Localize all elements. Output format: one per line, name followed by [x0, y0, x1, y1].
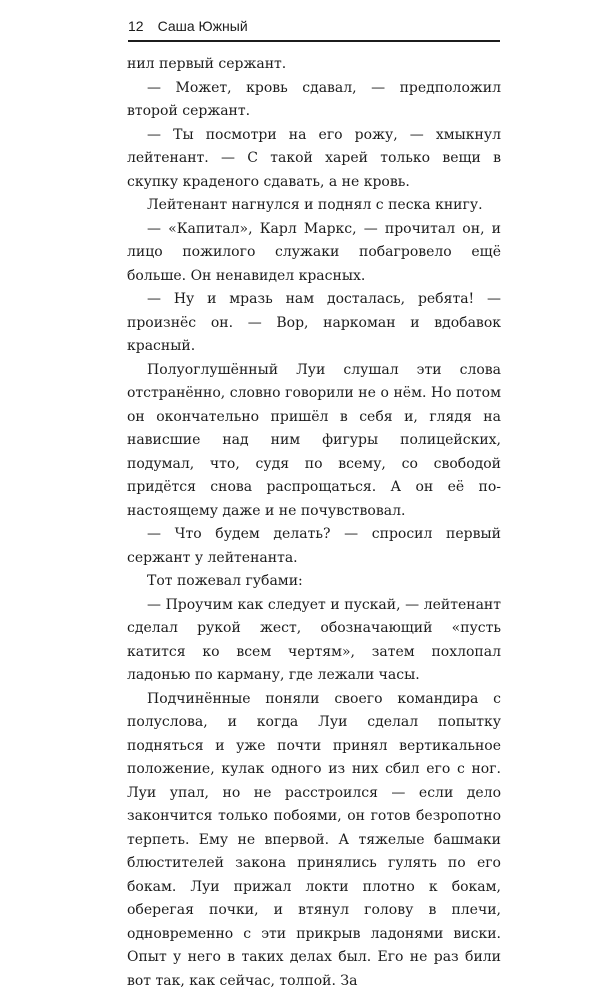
- paragraph: Тот пожевал губами:: [127, 570, 501, 594]
- paragraph: — «Капитал», Карл Маркс, — прочитал он, и лицо пожилого служаки побагровело ещё больше. Он ненавидел красных.: [127, 218, 501, 289]
- paragraph: — Проучим как следует и пускай, — лейтенант сделал рукой жест, обозначающий «пусть катится ко всем чертям», затем похлопал ладонью по карману, где лежали часы.: [127, 594, 501, 688]
- paragraph: — Ты посмотри на его рожу, — хмыкнул лейтенант. — С такой харей только вещи в скупку краденого сдавать, а не кровь.: [127, 124, 501, 195]
- header-rule: [128, 40, 500, 42]
- paragraph: — Что будем делать? — спросил первый сержант у лейтенанта.: [127, 523, 501, 570]
- paragraph: нил первый сержант.: [127, 53, 501, 77]
- paragraph: Полуоглушённый Луи слушал эти слова отстранённо, словно говорили не о нём. Но потом он окончательно пришёл в себя и, глядя на нависшие над ним фигуры полицейских, подумал, что, судя по всему, со свободой придётся снова распрощаться. А он её по-настоящему даже и не почувствовал.: [127, 359, 501, 524]
- running-header: [128, 14, 496, 38]
- page-number: 12: [128, 14, 144, 38]
- paragraph: Подчинённые поняли своего командира с полуслова, и когда Луи сделал попытку подняться и уже почти принял вертикальное положение, кулак одного из них сбил его с ног. Луи упал, но не расстроился — если дело закончится только побоями, он готов безропотно терпеть. Ему не впервой. А тяжелые башмаки блюстителей закона принялись гулять по его бокам. Луи прижал локти плотно к бокам, оберегая почки, и втянул голову в плечи, одновременно с эти прикрыв ладонями виски. Опыт у него в таких делах был. Его не раз били вот так, как сейчас, толпой. За: [127, 688, 501, 993]
- paragraph: — Ну и мразь нам досталась, ребята! — произнёс он. — Вор, наркоман и вдобавок красный.: [127, 288, 501, 359]
- paragraph: — Может, кровь сдавал, — предположил второй сержант.: [127, 77, 501, 124]
- author-name: Саша Южный: [158, 18, 248, 34]
- body-text: [127, 53, 501, 993]
- paragraph: Лейтенант нагнулся и поднял с песка книгу.: [127, 194, 501, 218]
